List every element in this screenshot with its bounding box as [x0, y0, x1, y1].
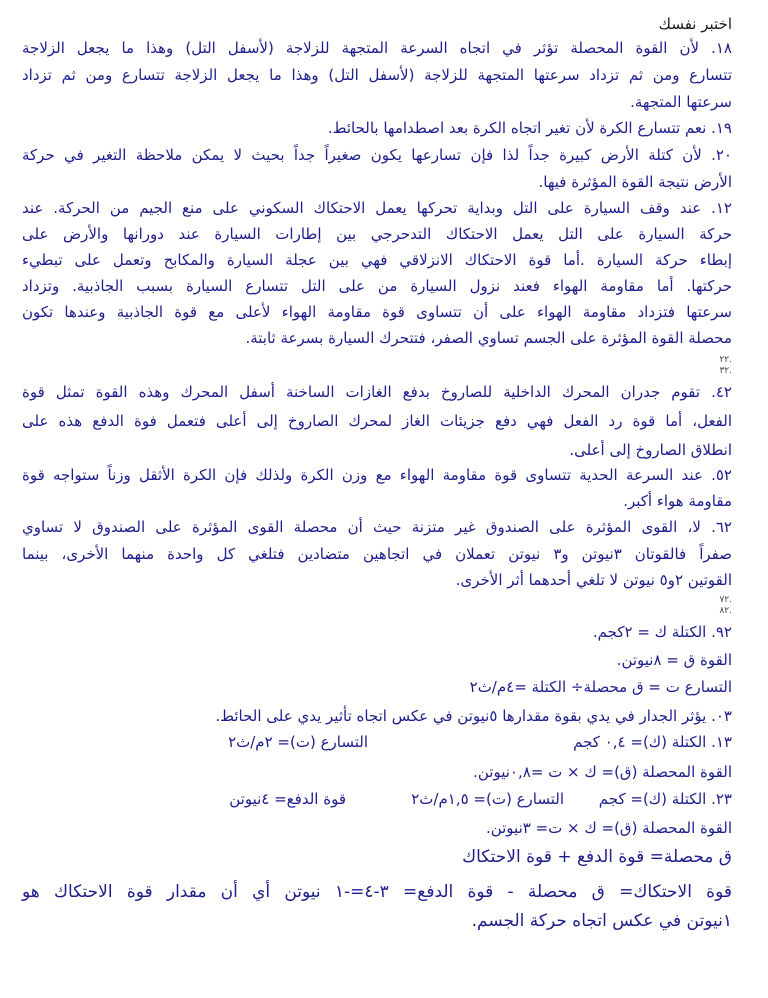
section-heading: اختبر نفسك — [658, 15, 732, 33]
answer-52-line-1: ٥٢. عند السرعة الحدية تتساوى قوة مقاومة الهواء مع وزن الكرة ولذلك فإن الكرة الأثقل وزناً ستواجه قوة — [22, 466, 732, 484]
question-marker-72: .٧٢ — [719, 595, 732, 605]
friction-force-line-1: قوة الاحتكاك= ق محصلة - قوة الدفع= ٣-٤=-١ نيوتن أي أن مقدار قوة الاحتكاك هو — [22, 882, 732, 902]
answer-62-line-1: ٦٢. لا، القوى المؤثرة على الصندوق غير متزنة حيث أن محصلة القوى المؤثرة على الصندوق لا تساوي — [22, 518, 732, 536]
answer-13-net-force: القوة المحصلة (ق)= ك × ت =٠,٨نيوتن. — [473, 763, 732, 781]
answer-12-line-4: حركتها. أما مقاومة الهواء فعند نزول السيارة من على التل تتسارع السيارة بسبب الجاذبية. وتزداد — [22, 277, 732, 295]
answer-12-line-1: ١٢. عند وقف السيارة على التل وبداية تحركها يعمل الاحتكاك السكوني على منع الجيم من الحركة. عند — [22, 199, 732, 217]
answer-23-acceleration: التسارع (ت)= ١,٥م/ث٢ — [411, 790, 564, 808]
answer-20-line-1: ٢٠. لأن كتلة الأرض كبيرة جداً لذا فإن تسارعها يكون صغيراً جداً بحيث لا يمكن ملاحظة التغير في حركة — [22, 146, 732, 164]
answer-13-acceleration: التسارع (ت)= ٢م/ث٢ — [228, 733, 368, 751]
answer-42-line-3: انطلاق الصاروخ إلى أعلى. — [569, 441, 732, 459]
answer-42-line-2: الفعل، أما قوة رد الفعل فهي دفع جزيئات الغاز لمحرك الصاروخ إلى أعلى فتعمل فوة الدفع هذه على — [22, 412, 732, 430]
answer-12-line-2: حركة السيارة على التل يعمل الاحتكاك التدحرجي بين إطارات السيارة عند دورانها والأرض على — [22, 225, 732, 243]
answer-13-mass: ١٣. الكتلة (ك)= ٠,٤ كجم — [573, 733, 732, 751]
answer-52-line-2: مقاومة هواء أكبر. — [623, 492, 732, 510]
answer-23-mass: ٢٣. الكتلة (ك)= كجم — [598, 790, 732, 808]
answer-92-force: القوة ق = ٨نيوتن. — [616, 651, 732, 669]
answer-23-push-force: قوة الدفع= ٤نيوتن — [229, 790, 346, 808]
friction-force-line-2: ١نيوتن في عكس اتجاه حركة الجسم. — [471, 911, 732, 931]
question-marker-82: .٨٢ — [719, 606, 732, 616]
answer-03: ٠٣. يؤثر الجدار في يدي بقوة مقدارها ٥نيوتن في عكس اتجاه تأثير يدي على الحائط. — [215, 707, 732, 725]
answer-92-acceleration: التسارع ت = ق محصلة÷ الكتلة =٤م/ث٢ — [469, 678, 732, 696]
answer-19: ١٩. نعم تتسارع الكرة لأن تغير اتجاه الكرة بعد اصطدامها بالحائط. — [327, 119, 732, 137]
answer-18-line-3: سرعتها المتجهة. — [630, 93, 732, 111]
answer-92-mass: ٩٢. الكتلة ك = ٢كجم. — [592, 623, 732, 641]
net-force-equation: ق محصلة= قوة الدفع + قوة الاحتكاك — [462, 847, 732, 867]
answer-42-line-1: ٤٢. تقوم جدران المحرك الداخلية للصاروخ بدفع الغازات الساخنة أسفل المحرك وهذه القوة تمثل قوة — [22, 383, 732, 401]
answer-62-line-2: صفراً فالقوتان ٣نيوتن و٣ نيوتن تعملان في اتجاهين متضادين فتلغي كل واحدة منهما الأخرى، بينما — [22, 545, 733, 563]
answer-62-line-3: القوتين ٢و٥ نيوتن لا تلغي أحدهما أثر الأخرى. — [455, 571, 732, 589]
question-marker-32: .٣٢ — [719, 366, 732, 376]
question-marker-22: .٢٢ — [719, 355, 732, 365]
answer-12-line-3: إبطاء حركة السيارة .أما قوة الاحتكاك الانزلاقي فهي بين عجلة السيارة والمكابح وتعمل على تبطيء — [22, 251, 732, 269]
answer-20-line-2: الأرض نتيجة القوة المؤثرة فيها. — [538, 173, 732, 191]
answer-12-line-6: محصلة القوة المؤثرة على الجسم تساوي الصفر، فتتحرك السيارة بسرعة ثابتة. — [245, 329, 732, 347]
answer-18-line-2: تتسارع ومن ثم تزداد سرعتها المتجهة للزلاجة (لأسفل التل) وهذا ما يجعل الزلاجة تتسارع ومن ثم تزداد — [22, 66, 732, 84]
answer-12-line-5: سرعتها فتزداد مقاومة الهواء على أن تتساوى قوة مقاومة الهواء لأعلى مع قوة الجاذبية وعندها تكون — [22, 303, 732, 321]
answer-23-net-force: القوة المحصلة (ق)= ك × ت= ٣نيوتن. — [485, 819, 732, 837]
answer-18-line-1: ١٨. لأن القوة المحصلة تؤثر في اتجاه السرعة المتجهة للزلاجة (لأسفل التل) وهذا ما يجعل الزلاجة — [22, 39, 732, 57]
